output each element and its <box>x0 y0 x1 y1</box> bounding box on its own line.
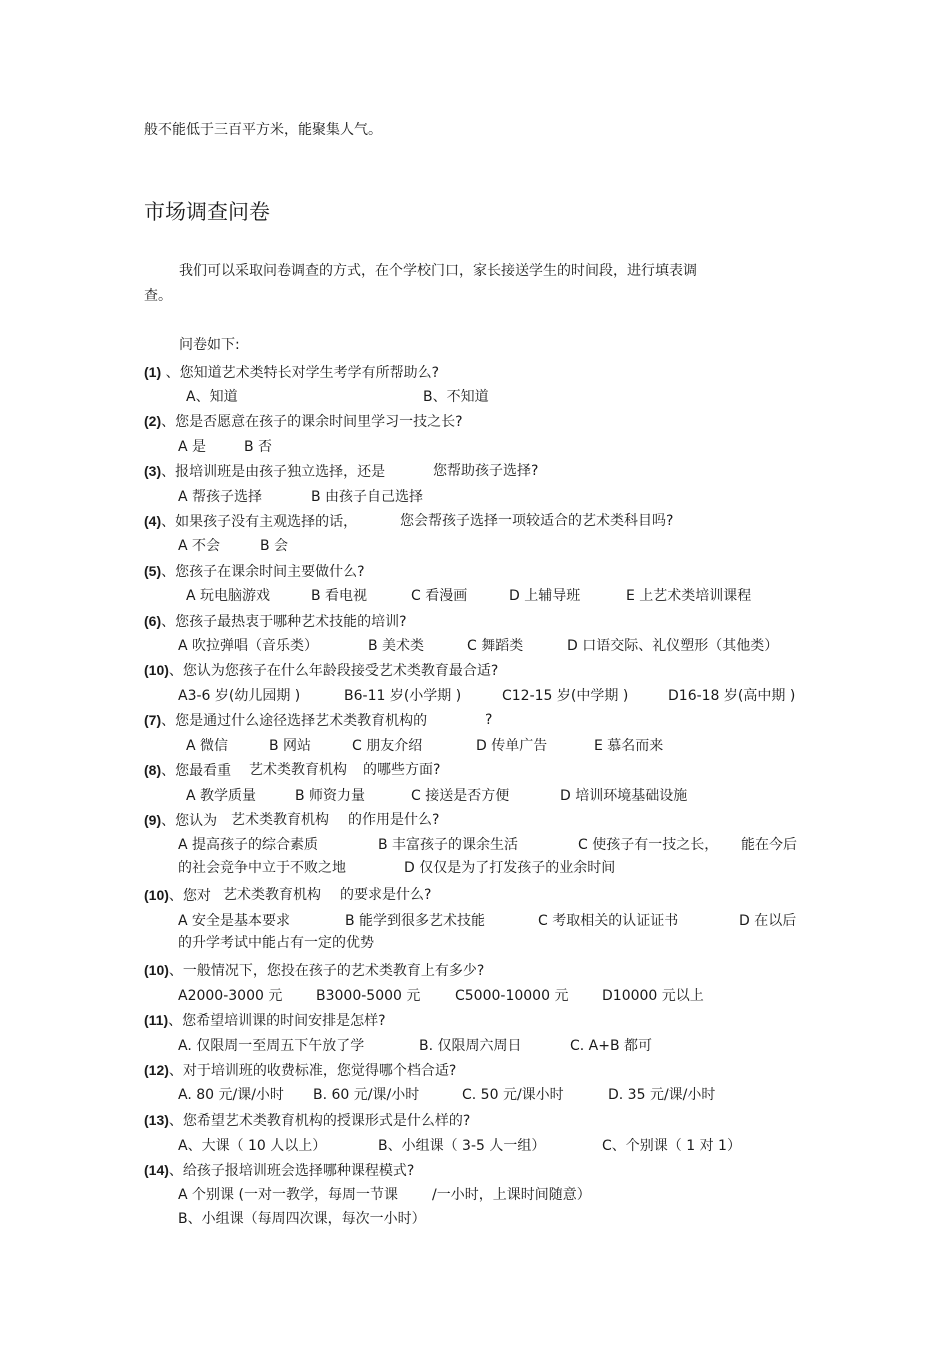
question-13 <box>144 1111 470 1130</box>
question-text-cont: 艺术类教育机构 <box>231 812 329 828</box>
option: C 舞蹈类 <box>467 638 524 654</box>
option: A2000-3000 元 <box>178 988 283 1004</box>
option: B、小组课（每周四次课，每次一小时） <box>178 1211 426 1227</box>
question-text-cont: 您帮助孩子选择? <box>433 463 539 479</box>
question-number: (7) <box>144 712 162 728</box>
option: B 会 <box>260 538 289 554</box>
question-number: (8) <box>144 762 162 778</box>
option: /一小时，上课时间随意） <box>432 1187 591 1203</box>
option: B 网站 <box>269 738 312 754</box>
option: C 接送是否方便 <box>411 788 510 804</box>
option: B 师资力量 <box>295 788 366 804</box>
question-number: (2) <box>144 413 162 429</box>
question-text-cont: 的哪些方面? <box>363 762 441 778</box>
option: A 安全是基本要求 <box>178 913 291 929</box>
question-number: (10) <box>144 887 169 903</box>
option: B、小组课（ 3-5 人一组） <box>378 1138 546 1154</box>
question-age <box>144 661 498 680</box>
question-5 <box>144 562 365 581</box>
question-number: (13) <box>144 1112 169 1128</box>
option: A 微信 <box>186 738 229 754</box>
option: A. 80 元/课/小时 <box>178 1087 284 1103</box>
option: A 提高孩子的综合素质 <box>178 837 319 853</box>
question-requirements <box>144 886 211 905</box>
intro-line: 般不能低于三百平方米，能聚集人气。 <box>144 122 382 138</box>
question-text: 、您孩子在课余时间主要做什么? <box>161 564 365 580</box>
question-text-cont: 艺术类教育机构 <box>249 762 347 778</box>
option: B 由孩子自己选择 <box>311 489 424 505</box>
question-text: 、如果孩子没有主观选择的话， <box>161 514 358 530</box>
option: A3-6 岁(幼儿园期 ) <box>178 688 301 704</box>
question-1 <box>144 363 439 382</box>
option: D 口语交际、礼仪塑形（其他类） <box>567 638 779 654</box>
question-text: 、您希望艺术类教育机构的授课形式是什么样的? <box>168 1113 471 1129</box>
question-text: 、您孩子最热衷于哪种艺术技能的培训? <box>161 614 407 630</box>
section-title: 市场调查问卷 <box>144 200 270 224</box>
question-number: (9) <box>144 812 162 828</box>
option: C5000-10000 元 <box>455 988 569 1004</box>
paragraph-line-2: 查。 <box>144 288 172 304</box>
question-text: 、您认为 <box>161 813 218 829</box>
question-text: 、您希望培训课的时间安排是怎样? <box>168 1013 386 1029</box>
option: C 朋友介绍 <box>352 738 423 754</box>
option: A 吹拉弹唱（音乐类） <box>178 638 319 654</box>
question-number: (10) <box>144 962 169 978</box>
question-number: (10) <box>144 662 169 678</box>
option: A 教学质量 <box>186 788 257 804</box>
option: E 上艺术类培训课程 <box>626 588 752 604</box>
question-text: 、一般情况下，您投在孩子的艺术类教育上有多少? <box>168 963 485 979</box>
question-text-cont: 的作用是什么? <box>348 812 440 828</box>
option: 的社会竞争中立于不败之地 <box>178 860 346 876</box>
question-text: 、您最看重 <box>161 763 232 779</box>
question-number: (1) <box>144 364 162 380</box>
option: D 传单广告 <box>476 738 548 754</box>
questionnaire-intro: 问卷如下: <box>179 337 240 353</box>
question-6 <box>144 612 407 631</box>
option: 能在今后 <box>741 837 797 853</box>
option: B6-11 岁(小学期 ) <box>344 688 462 704</box>
option: A 不会 <box>178 538 221 554</box>
option: B 美术类 <box>368 638 425 654</box>
option: C. A+B 都可 <box>570 1038 653 1054</box>
option: A 帮孩子选择 <box>178 489 263 505</box>
option: B. 仅限周六周日 <box>419 1038 522 1054</box>
question-4 <box>144 512 357 531</box>
question-text: 、您认为您孩子在什么年龄段接受艺术类教育最合适? <box>168 663 499 679</box>
option: B 否 <box>244 439 273 455</box>
question-budget <box>144 961 484 980</box>
option: C、个别课（ 1 对 1） <box>602 1138 741 1154</box>
question-11 <box>144 1011 386 1030</box>
question-text: 、报培训班是由孩子独立选择，还是 <box>161 464 386 480</box>
question-14 <box>144 1161 414 1180</box>
question-3 <box>144 462 385 481</box>
question-number: (6) <box>144 613 162 629</box>
question-text: 、您是通过什么途径选择艺术类教育机构的 <box>161 713 428 729</box>
paragraph-line-1: 我们可以采取问卷调查的方式，在个学校门口，家长接送学生的时间段，进行填表调 <box>179 263 697 279</box>
option: A. 仅限周一至周五下午放了学 <box>178 1038 365 1054</box>
option: D16-18 岁(高中期 ) <box>668 688 796 704</box>
question-7 <box>144 711 427 730</box>
option: B3000-5000 元 <box>316 988 421 1004</box>
question-text: 、您是否愿意在孩子的课余时间里学习一技之长? <box>161 414 463 430</box>
option: B、不知道 <box>423 389 489 405</box>
question-number: (14) <box>144 1162 169 1178</box>
question-9 <box>144 811 217 830</box>
option: A 个别课 (一对一教学，每周一节课 <box>178 1187 398 1203</box>
question-text: 、对于培训班的收费标准，您觉得哪个档合适? <box>168 1063 457 1079</box>
question-number: (5) <box>144 563 162 579</box>
option: D 培训环境基础设施 <box>560 788 688 804</box>
option: A 是 <box>178 439 207 455</box>
question-8 <box>144 761 231 780</box>
option: D. 35 元/课/小时 <box>608 1087 716 1103</box>
option: C12-15 岁(中学期 ) <box>502 688 629 704</box>
option: D 上辅导班 <box>509 588 581 604</box>
option: 的升学考试中能占有一定的优势 <box>178 935 374 951</box>
question-number: (4) <box>144 513 162 529</box>
option: C 使孩子有一技之长， <box>578 837 719 853</box>
question-number: (3) <box>144 463 162 479</box>
option: E 慕名而来 <box>594 738 664 754</box>
option: D10000 元以上 <box>602 988 704 1004</box>
question-number: (11) <box>144 1012 169 1028</box>
option: A、大课（ 10 人以上） <box>178 1138 327 1154</box>
option: A 玩电脑游戏 <box>186 588 271 604</box>
question-text-cont: ? <box>485 712 493 728</box>
option: D 仅仅是为了打发孩子的业余时间 <box>404 860 616 876</box>
question-text: 、您对 <box>168 888 211 904</box>
question-12 <box>144 1061 456 1080</box>
question-number: (12) <box>144 1062 169 1078</box>
option: B 丰富孩子的课余生活 <box>378 837 519 853</box>
option: C 看漫画 <box>411 588 468 604</box>
question-text-cont: 艺术类教育机构 <box>223 887 321 903</box>
question-text-cont: 的要求是什么? <box>340 887 432 903</box>
option: B 能学到很多艺术技能 <box>345 913 486 929</box>
question-text-cont: 您会帮孩子选择一项较适合的艺术类科目吗? <box>400 513 674 529</box>
option: C 考取相关的认证证书 <box>538 913 679 929</box>
question-text: 、您知道艺术类特长对学生考学有所帮助么? <box>165 365 440 381</box>
option: B. 60 元/课/小时 <box>313 1087 420 1103</box>
option: C. 50 元/课小时 <box>462 1087 564 1103</box>
option: A、知道 <box>186 389 238 405</box>
option: B 看电视 <box>311 588 368 604</box>
question-2 <box>144 412 463 431</box>
option: D 在以后 <box>739 913 797 929</box>
question-text: 、给孩子报培训班会选择哪种课程模式? <box>168 1163 415 1179</box>
